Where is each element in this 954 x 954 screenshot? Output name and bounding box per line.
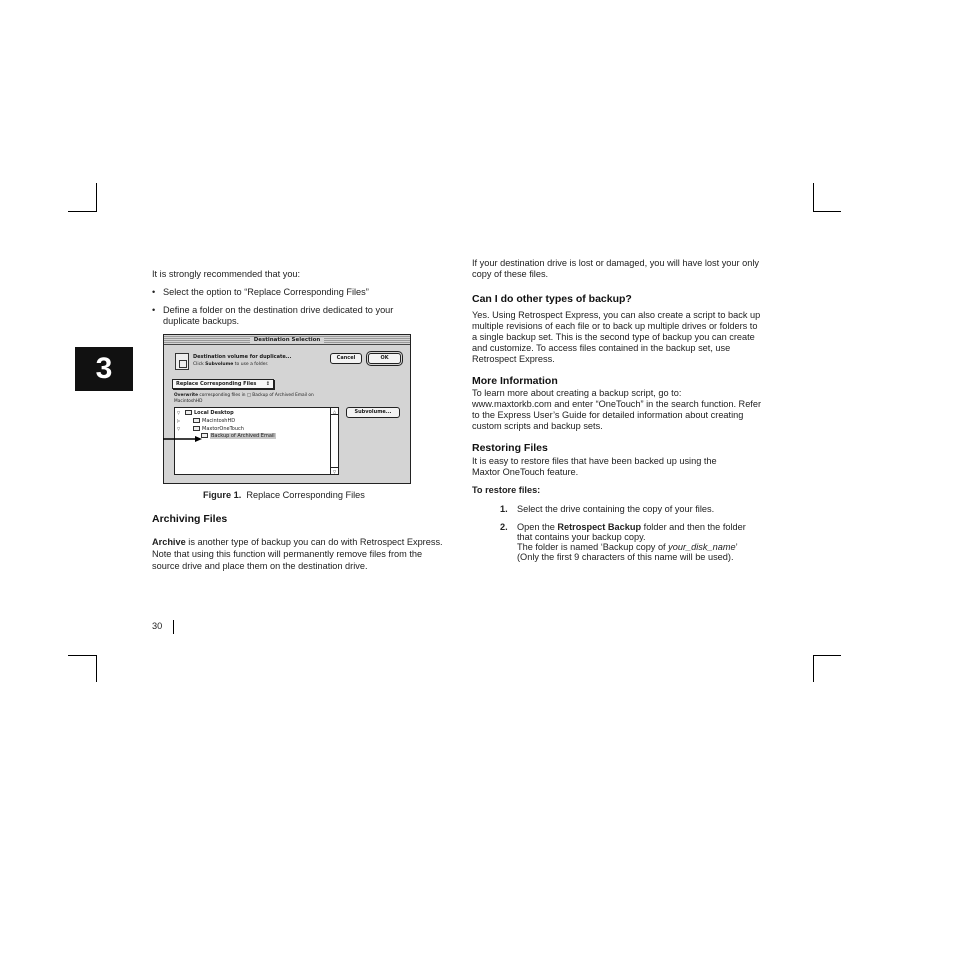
bullet-dot: • bbox=[152, 287, 156, 297]
subvolume-button[interactable]: Subvolume... bbox=[346, 407, 400, 418]
tree-item-maxtoronetouch[interactable] bbox=[177, 425, 244, 433]
scrollbar[interactable] bbox=[330, 408, 338, 474]
crop-mark bbox=[96, 655, 97, 682]
crop-mark bbox=[813, 211, 841, 212]
crop-mark bbox=[96, 183, 97, 212]
tree-label: Backup of Archived Email bbox=[211, 433, 275, 439]
hint-bold: Subvolume bbox=[205, 362, 234, 367]
bullet-item bbox=[152, 305, 421, 327]
ok-button[interactable]: OK bbox=[368, 353, 401, 364]
document-icon bbox=[175, 353, 189, 370]
chapter-tab: 3 bbox=[75, 347, 133, 391]
desktop-icon bbox=[185, 410, 192, 415]
step-line2-italic: your_disk_name bbox=[668, 542, 736, 552]
hint-prefix: Click bbox=[193, 362, 206, 367]
figure-caption bbox=[203, 490, 443, 501]
crop-mark bbox=[813, 655, 814, 682]
bullet-item bbox=[152, 287, 443, 298]
step-line3: (Only the first 9 characters of this name will be used). bbox=[517, 552, 734, 562]
step-line2-post: ’ bbox=[735, 542, 738, 552]
more-info-heading: More Information bbox=[472, 375, 558, 387]
step-text: Select the drive containing the copy of your files. bbox=[517, 504, 715, 514]
crop-mark bbox=[813, 655, 841, 656]
cancel-button[interactable]: Cancel bbox=[330, 353, 362, 364]
dialog-hint bbox=[193, 362, 268, 367]
overwrite-description bbox=[174, 393, 334, 405]
page-number: 30 bbox=[152, 621, 163, 631]
intro-text: It is strongly recommended that you: bbox=[152, 269, 301, 279]
replace-mode-popup[interactable] bbox=[172, 379, 274, 389]
dialog-title: Destination Selection bbox=[250, 337, 325, 343]
tree-label: MaxtorOneTouch bbox=[202, 426, 244, 432]
popup-arrow-icon: ↕ bbox=[265, 381, 270, 387]
crop-mark bbox=[813, 183, 814, 212]
step-number: 1. bbox=[500, 504, 508, 514]
tree-item-macintoshhd[interactable] bbox=[177, 417, 235, 425]
dialog-title-bar[interactable] bbox=[164, 335, 410, 345]
archive-paragraph bbox=[152, 536, 444, 572]
to-restore-label: To restore files: bbox=[472, 485, 541, 495]
dialog-heading: Destination volume for duplicate... bbox=[193, 354, 292, 360]
step-number: 2. bbox=[500, 522, 508, 532]
overwrite-bold: Overwrite bbox=[174, 393, 199, 398]
archive-text: is another type of backup you can do with Retrospect Express. Note that using this function will permanently remove files from the source drive and place them on the destination drive. bbox=[152, 537, 443, 571]
tree-label: Local Desktop bbox=[194, 410, 234, 416]
step-text bbox=[517, 522, 762, 562]
hard-drive-icon bbox=[193, 418, 200, 423]
bullet-text: Define a folder on the destination drive dedicated to your duplicate backups. bbox=[163, 305, 394, 326]
page-number-rule bbox=[173, 620, 174, 634]
pointer-arrow-icon bbox=[163, 436, 203, 442]
scroll-down-icon[interactable]: ▽ bbox=[332, 469, 337, 474]
popup-value: Replace Corresponding Files bbox=[176, 381, 257, 387]
lost-drive-paragraph: If your destination drive is lost or damaged, you will have lost your only copy of these files. bbox=[472, 258, 759, 279]
step-line2-pre: The folder is named ‘Backup copy of bbox=[517, 542, 669, 552]
restoring-heading: Restoring Files bbox=[472, 442, 548, 454]
archive-bold: Archive bbox=[152, 537, 186, 547]
tree-label: MacintoshHD bbox=[202, 418, 236, 424]
expand-triangle-icon[interactable]: ▽ bbox=[177, 426, 181, 431]
scroll-up-icon[interactable]: △ bbox=[332, 409, 337, 414]
step-post: folder and then the folder that contains your backup copy. bbox=[517, 522, 746, 542]
overwrite-text: corresponding files in □ Backup of Archived Email on MacintoshHD bbox=[174, 393, 314, 404]
figure-label: Figure 1. bbox=[203, 490, 242, 500]
collapse-triangle-icon[interactable]: ▷ bbox=[177, 418, 181, 423]
restoring-paragraph: It is easy to restore files that have been backed up using the Maxtor OneTouch feature. bbox=[472, 456, 717, 477]
tree-item-local-desktop[interactable] bbox=[177, 409, 234, 417]
other-backup-paragraph: Yes. Using Retrospect Express, you can also create a script to back up multiple revisions of each file or to back up multiple drives or folders to a single backup set. This is the second type of backup you can create and customize. To access files contained in the backup set, use Retrospect Express. bbox=[472, 310, 761, 364]
figure-caption-text: Replace Corresponding Files bbox=[246, 490, 365, 500]
crop-mark bbox=[68, 211, 97, 212]
crop-mark bbox=[68, 655, 97, 656]
other-backup-heading: Can I do other types of backup? bbox=[472, 293, 632, 305]
more-info-paragraph: To learn more about creating a backup script, go to: www.maxtorkb.com and enter “OneTouch” in the search function. Refer to the Express User’s Guide for detailed information about creating custom scripts and backup sets. bbox=[472, 388, 762, 431]
bullet-text: Select the option to “Replace Corresponding Files” bbox=[163, 287, 369, 297]
archiving-heading: Archiving Files bbox=[152, 513, 228, 525]
step-bold: Retrospect Backup bbox=[557, 522, 642, 532]
destination-selection-dialog bbox=[163, 334, 411, 484]
hard-drive-icon bbox=[193, 426, 200, 431]
expand-triangle-icon[interactable]: ▽ bbox=[177, 410, 181, 415]
bullet-dot: • bbox=[152, 305, 156, 315]
hint-suffix: to use a folder. bbox=[233, 362, 269, 367]
step-pre: Open the bbox=[517, 522, 558, 532]
